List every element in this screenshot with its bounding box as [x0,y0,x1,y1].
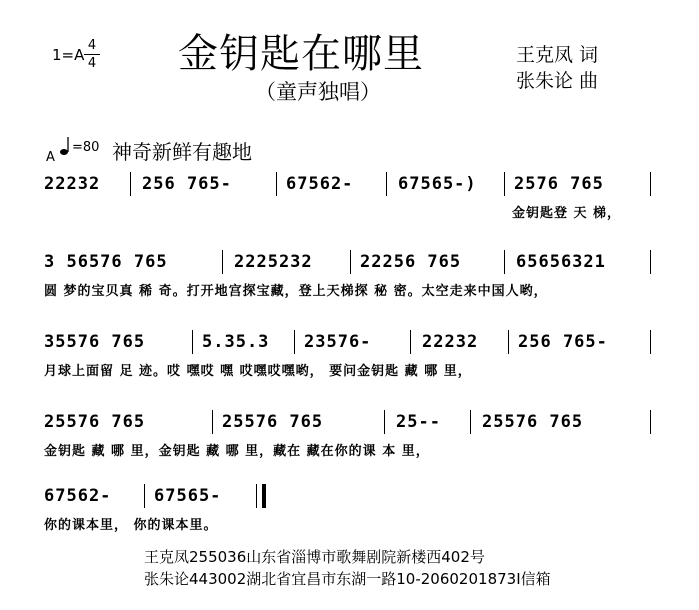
tempo-label: A [46,150,55,165]
barline [144,484,145,508]
bar: 67565-) [398,174,477,194]
staff-line-5 [40,484,660,508]
meter-bottom: 4 [87,56,97,71]
barline [294,330,295,354]
lyricist-credit: 王克凤 词 [516,44,599,66]
bar: 22232 [422,332,479,352]
lyric-line-5: 你的课本里， 你的课本里。 [44,518,218,533]
lyric-line-3: 月球上面留 足 迹。哎 嘿哎 嘿 哎嘿哎嘿哟， 要问金钥匙 藏 哪 里， [44,364,472,379]
barline [222,250,223,274]
barline [650,330,651,354]
bar: 67562- [44,486,112,506]
barline [470,410,471,434]
contact-composer: 张朱论443002湖北省宜昌市东湖一路10-2060201873I信箱 [144,570,551,588]
barline [256,484,257,508]
bar: 5.35.3 [202,332,270,352]
bar: 67565- [154,486,222,506]
staff-line-2 [40,250,660,274]
song-subtitle: （童声独唱） [255,80,381,104]
contact-lyricist: 王克凤255036山东省淄博市歌舞剧院新楼西402号 [144,548,485,566]
final-barline [262,484,266,508]
bar: 2225232 [234,252,313,272]
barline [504,172,505,196]
staff-line-3 [40,330,660,354]
barline [384,410,385,434]
barline [192,330,193,354]
bar: 25576 765 [482,412,584,432]
barline [650,410,651,434]
barline [504,250,505,274]
lyric-line-4: 金钥匙 藏 哪 里，金钥匙 藏 哪 里，藏在 藏在你的课 本 里， [44,444,430,459]
barline [410,330,411,354]
bar: 23576- [304,332,372,352]
composer-credit: 张朱论 曲 [516,70,599,92]
bar: 65656321 [516,252,606,272]
bar: 2576 765 [514,174,604,194]
meter-divider [84,54,100,55]
barline [276,172,277,196]
bar: 25-- [396,412,441,432]
bar: 67562- [286,174,354,194]
bar: 22232 [44,174,101,194]
barline [508,330,509,354]
quarter-note-icon [60,136,70,156]
bar: 25576 765 [222,412,324,432]
barline [386,172,387,196]
bar: 25576 765 [44,412,146,432]
song-title: 金钥匙在哪里 [178,31,424,77]
lyric-line-2: 圆 梦的宝贝真 稀 奇。打开地宫探宝藏，登上天梯探 秘 密。太空走来中国人哟， [44,284,548,299]
staff-line-1 [40,172,660,196]
bar: 35576 765 [44,332,146,352]
bar: 256 765- [142,174,232,194]
barline [650,172,651,196]
barline [212,410,213,434]
bar: 3 56576 765 [44,252,168,272]
bar: 22256 765 [360,252,462,272]
time-signature [84,38,100,71]
meter-top: 4 [87,38,97,53]
key-signature: 1=A [52,46,85,64]
tempo-value: =80 [72,140,100,155]
tempo-expression: 神奇新鲜有趣地 [112,140,252,164]
barline [130,172,131,196]
lyric-line-1: 金钥匙登 天 梯， [512,206,622,221]
barline [650,250,651,274]
barline [350,250,351,274]
staff-line-4 [40,410,660,434]
bar: 256 765- [518,332,608,352]
